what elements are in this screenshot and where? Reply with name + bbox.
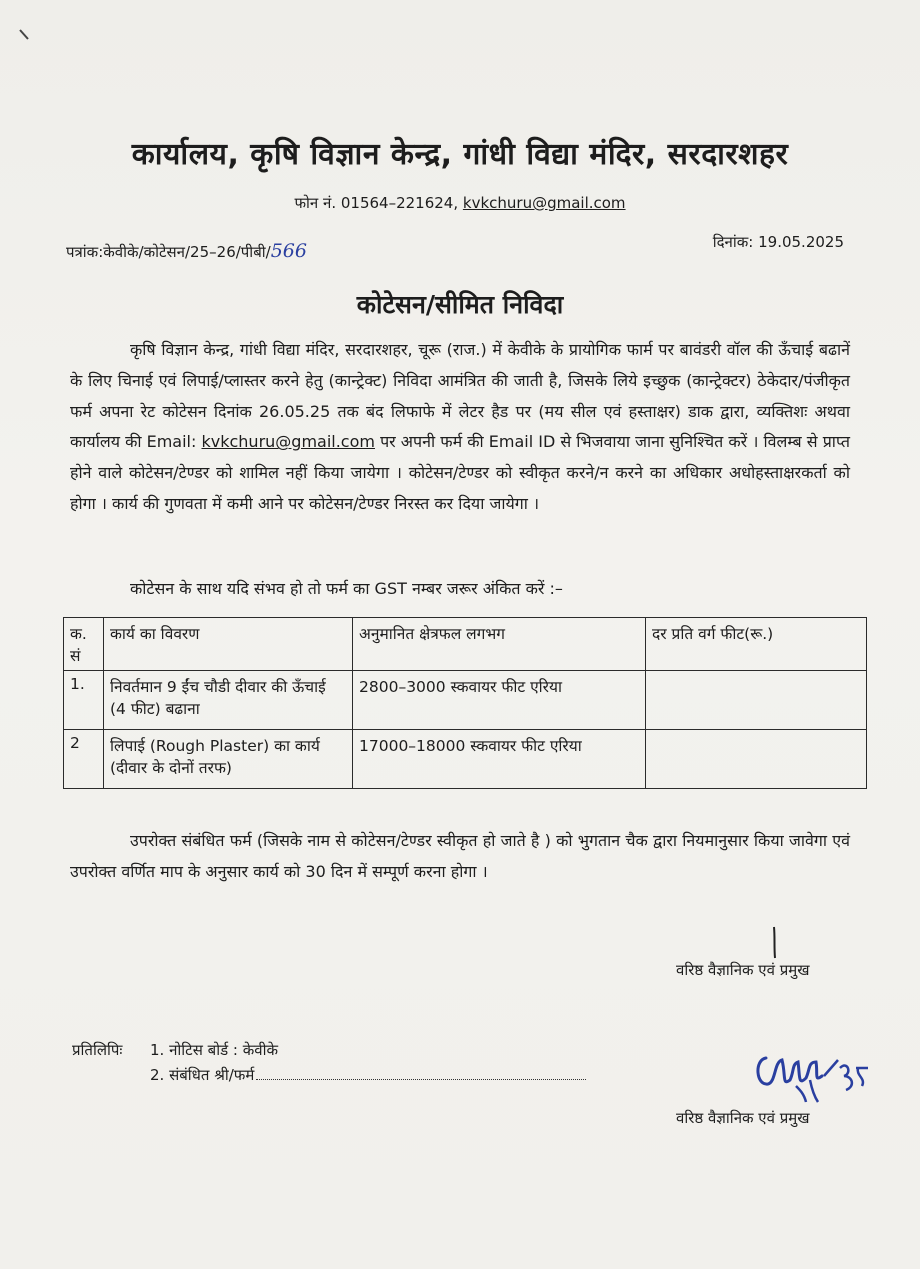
cell-area: 17000–18000 स्कवायर फीट एरिया (353, 730, 646, 789)
cell-serial: 2 (64, 730, 104, 789)
contact-line (0, 193, 920, 213)
invitation-paragraph (70, 335, 850, 520)
table-header-row (64, 618, 867, 671)
payment-paragraph: उपरोक्त संबंधित फर्म (जिसके नाम से कोटेसन/टेण्डर स्वीकृत हो जाते है ) को भुगतान चैक द्वारा नियमानुसार किया जावेगा एवं उपरोक्त वर्णित माप के अनुसार कार्य को 30 दिन में सम्पूर्ण करना होगा । (70, 831, 850, 881)
cell-rate (646, 671, 867, 730)
signature-stroke (760, 925, 790, 961)
office-title: कार्यालय, कृषि विज्ञान केन्द्र, गांधी विद्या मंदिर, सरदारशहर (131, 137, 789, 172)
signatory-title: वरिष्ठ वैज्ञानिक एवं प्रमुख (676, 1109, 810, 1127)
paragraph-email: kvkchuru@gmail.com (201, 432, 375, 452)
reference-number (66, 240, 307, 262)
paragraph-text-b: पर अपनी फर्म की Email ID से भिजवाया जाना सुनिश्चित करें । विलम्ब से प्राप्त होने वाले कोटेसन/टेण्डर को शामिल नहीं किया जायेगा । कोटेसन/टेण्डर को स्वीकृत करने/न करने का अधिकार अधोहस्ताक्षरकर्ता को होगा । कार्य की गुणवता में कमी आने पर कोटेसन/टेण्डर निरस्त कर दिया जायेगा । (70, 432, 850, 513)
cell-work: लिपाई (Rough Plaster) का कार्य (दीवार के दोनों तरफ) (104, 730, 353, 789)
table-row (64, 730, 867, 789)
cell-serial: 1. (64, 671, 104, 730)
copy-to-item-text: 2. संबंधित श्री/फर्म (150, 1066, 255, 1084)
table-row (64, 671, 867, 730)
cell-area: 2800–3000 स्कवायर फीट एरिया (353, 671, 646, 730)
header-work-description: कार्य का विवरण (104, 618, 353, 671)
reference-printed: पत्रांक:केवीके/कोटेसन/25–26/पीबी/ (66, 243, 271, 261)
cell-rate (646, 730, 867, 789)
handwritten-signature (752, 1046, 872, 1108)
work-table (63, 617, 867, 789)
header-estimated-area: अनुमानित क्षेत्रफल लगभग (353, 618, 646, 671)
reference-handwritten: 566 (270, 240, 307, 262)
copy-to-item: 1. नोटिस बोर्ड : केवीके (150, 1041, 278, 1059)
gst-note: कोटेसन के साथ यदि संभव हो तो फर्म का GST नम्बर जरूर अंकित करें :– (130, 579, 563, 598)
document-title: कोटेसन/सीमित निविदा (356, 290, 564, 319)
header-serial: क. सं (64, 618, 104, 671)
phone-number: फोन नं. 01564–221624, (294, 194, 459, 212)
corner-pen-mark (18, 28, 32, 42)
cell-work: निवर्तमान 9 ईंच चौडी दीवार की ऊँचाई (4 फीट) बढाना (104, 671, 353, 730)
paragraph-text-a: कृषि विज्ञान केन्द्र, गांधी विद्या मंदिर, सरदारशहर, चूरू (राज.) में केवीके के प्रायोगिक फार्म पर बावंडरी वॉल की ऊँचाई बढानें के लिए चिनाई एवं लिपाई/प्लास्तर करने हेतु (कान्ट्रेक्ट) निविदा आमंत्रित की जाती है, जिसके लिये इच्छुक (कान्ट्रेक्टर) ठेकेदार/पंजीकृत फर्म अपना रेट कोटेसन दिनांक 26.05.25 तक बंद लिफाफे में लेटर हैड पर (मय सील एवं हस्ताक्षर) डाक द्वारा, व्यक्तिशः अथवा कार्यालय की Email: (70, 340, 850, 452)
header-email: kvkchuru@gmail.com (462, 194, 626, 212)
signatory-title: वरिष्ठ वैज्ञानिक एवं प्रमुख (676, 961, 810, 979)
dotted-fill-line (256, 1079, 586, 1080)
copy-to-label: प्रतिलिपिः (72, 1041, 123, 1059)
copy-to-item (150, 1065, 586, 1085)
issue-date: दिनांक: 19.05.2025 (712, 233, 844, 251)
header-rate: दर प्रति वर्ग फीट(रू.) (646, 618, 867, 671)
